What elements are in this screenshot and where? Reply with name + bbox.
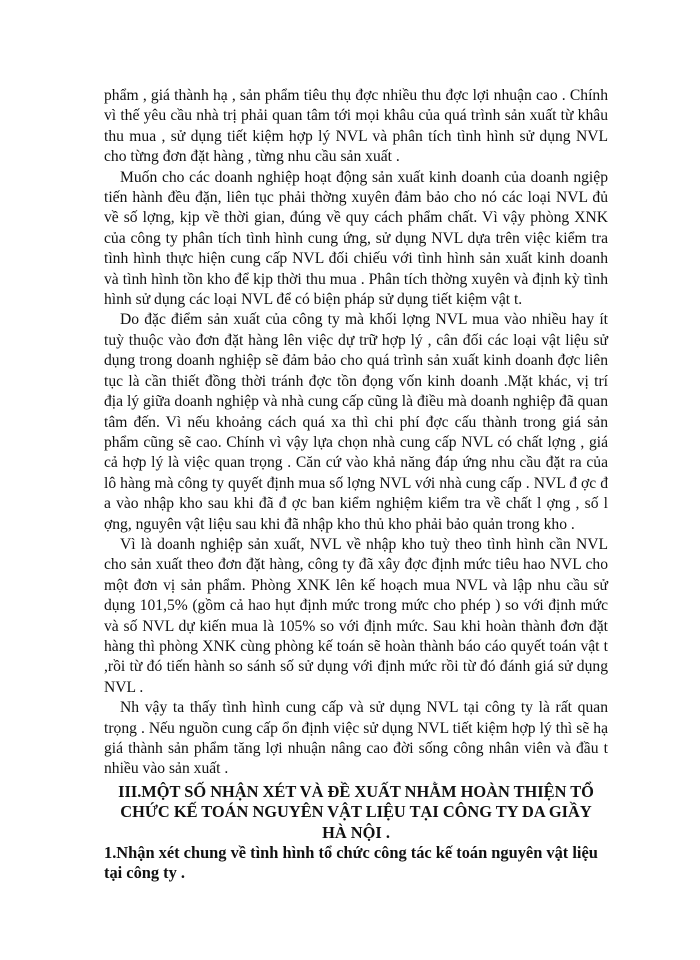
paragraph-3: Do đặc điểm sản xuất của công ty mà khối lợng NVL mua vào nhiều hay ít tuỳ thuộc vào đơn đặt hàng lên việc dự trữ hợp lý , cân đối các loại vật liệu sử dụng trong doanh nghiệp sẽ đảm bảo cho quá trình sản xuất kinh doanh đợc liên tục là cần thiết đồng thời tránh đợc tồn đọng vốn kinh doanh .Mặt khác, vị trí địa lý giữa doanh nghiệp và nhà cung cấp cũng là điều mà doanh nghiệp đã quan tâm đến. Vì nếu khoảng cách quá xa thì chi phí đợc cấu thành trong giá sản phẩm cũng sẽ cao. Chính vì vậy lựa chọn nhà cung cấp NVL có chất lợng , giá cả hợp lý là việc quan trọng . Căn cứ vào khả năng đáp ứng nhu cầu đặt ra của lô hàng mà công ty quyết định mua số lợng NVL với nhà cung cấp . NVL đ ợc đ a vào nhập kho sau khi đã đ ợc ban kiểm nghiệm kiểm tra về chất l ợng , số l ợng, nguyên vật liệu sau khi đã nhập kho thủ kho phải bảo quản trong kho .: [104, 311, 608, 533]
paragraph-2: Muốn cho các doanh nghiệp hoạt động sản xuất kinh doanh của doanh ngiệp tiến hành đều đặn, liên tục phải thờng xuyên đảm bảo cho nó các loại NVL đủ về số lợng, kịp về thời gian, đúng về quy cách phẩm chất. Vì vậy phòng XNK của công ty phân tích tình hình cung ứng, sử dụng NVL dựa trên việc kiểm tra tình hình thực hiện cung cấp NVL đối chiếu với tình hình sản xuất kinh doanh và tình hình tồn kho để kịp thời thu mua . Phân tích thờng xuyên và định kỳ tình hình sử dụng các loại NVL để có biện pháp sử dụng tiết kiệm vật t.: [104, 168, 608, 309]
paragraph-5: Nh vậy ta thấy tình hình cung cấp và sử dụng NVL tại công ty là rất quan trọng . Nếu nguồn cung cấp ổn định việc sử dụng NVL tiết kiệm hợp lý thì sẽ hạ giá thành sản phẩm tăng lợi nhuận nâng cao đời sống công nhân viên và đầu t nhiều vào sản xuất .: [104, 699, 608, 778]
paragraph-1: phẩm , giá thành hạ , sản phẩm tiêu thụ đợc nhiều thu đợc lợi nhuận cao . Chính vì thế yêu cầu nhà trị phải quan tâm tới mọi khâu của quá trình sản xuất từ khâu thu mua , sử dụng tiết kiệm hợp lý NVL và phân tích tình hình sử dụng NVL cho từng đơn đặt hàng , từng nhu cầu sản xuất .: [104, 87, 608, 166]
paragraph-4: Vì là doanh nghiệp sản xuất, NVL về nhập kho tuỳ theo tình hình cần NVL cho sản xuất theo đơn đặt hàng, công ty đã xây đợc định mức tiêu hao NVL cho một đơn vị sản phẩm. Phòng XNK lên kế hoạch mua NVL và lập nhu cầu sử dụng 101,5% (gồm cả hao hụt định mức trong mức cho phép ) so với định mức và số NVL dự kiến mua là 105% so với định mức. Sau khi hoàn thành đơn đặt hàng thì phòng XNK cùng phòng kế toán sẽ hoàn thành báo cáo quyết toán vật t ,rồi từ đó tiến hành so sánh số sử dụng với định mức rồi từ đó đánh giá sử dụng NVL .: [104, 535, 608, 696]
section-heading: III.MỘT SỐ NHẬN XÉT VÀ ĐỀ XUẤT NHẰM HOÀN THIỆN TỔ CHỨC KẾ TOÁN NGUYÊN VẬT LIỆU TẠI CÔNG TY DA GIẦY HÀ NỘI .: [118, 781, 594, 842]
subsection-heading: 1.Nhận xét chung về tình hình tổ chức công tác kế toán nguyên vật liệu tại công ty .: [104, 843, 598, 883]
